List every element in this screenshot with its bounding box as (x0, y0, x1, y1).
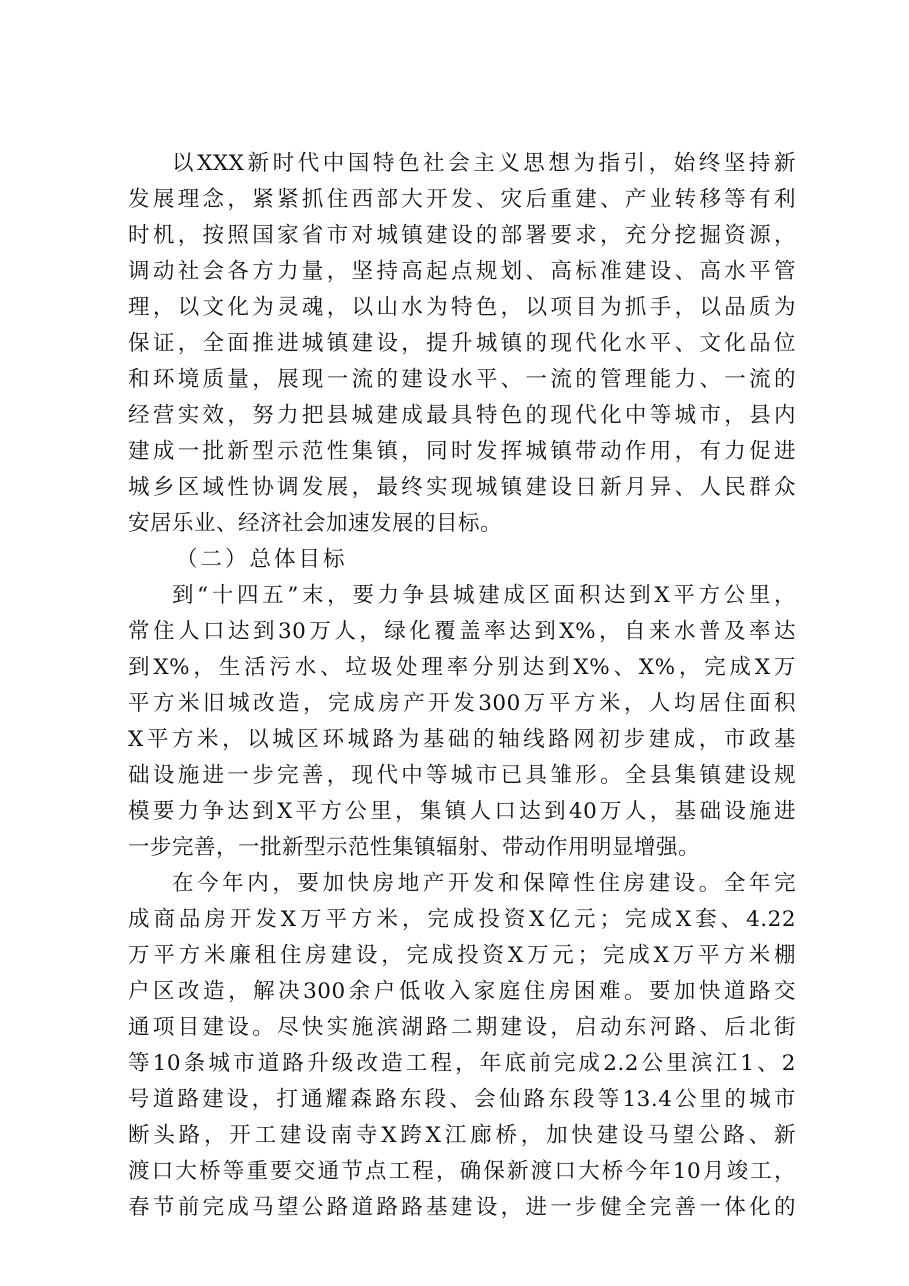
paragraph-annual-plan (128, 866, 796, 1226)
paragraph-line: 以XXX新时代中国特色社会主义思想为指引，始终坚持新 (172, 151, 796, 176)
paragraph-line: 一步完善，一批新型示范性集镇辐射、带动作用明显增强。 (128, 835, 701, 860)
paragraph-line: 保证，全面推进城镇建设，提升城镇的现代化水平、文化品位 (128, 331, 796, 356)
paragraph-line: 和环境质量，展现一流的建设水平、一流的管理能力、一流的 (128, 367, 796, 392)
paragraph-line: 通项目建设。尽快实施滨湖路二期建设，启动东河路、后北街 (128, 1015, 796, 1040)
paragraph-line: X平方米，以城区环城路为基础的轴线路网初步建成，市政基 (128, 727, 796, 752)
paragraph-line: 常住人口达到30万人，绿化覆盖率达到X%，自来水普及率达 (128, 619, 796, 644)
paragraph-line: 理，以文化为灵魂，以山水为特色，以项目为抓手，以品质为 (128, 295, 796, 320)
paragraph-line: 时机，按照国家省市对城镇建设的部署要求，充分挖掘资源， (128, 223, 796, 248)
paragraph-line: 断头路，开工建设南寺X跨X江廊桥，加快建设马望公路、新 (128, 1123, 796, 1148)
paragraph-guiding-principles (128, 146, 796, 542)
paragraph-line: 到“十四五”末，要力争县城建成区面积达到X平方公里， (172, 583, 796, 608)
paragraph-line: 建成一批新型示范性集镇，同时发挥城镇带动作用，有力促进 (128, 439, 796, 464)
paragraph-line: 础设施进一步完善，现代中等城市已具雏形。全县集镇建设规 (128, 763, 796, 788)
paragraph-line: 等10条城市道路升级改造工程，年底前完成2.2公里滨江1、2 (128, 1051, 796, 1076)
paragraph-line: 模要力争达到X平方公里，集镇人口达到40万人，基础设施进 (128, 799, 796, 824)
paragraph-line: 到X%，生活污水、垃圾处理率分别达到X%、X%，完成X万 (128, 655, 796, 680)
document-body (128, 146, 796, 1226)
paragraph-line: 发展理念，紧紧抓住西部大开发、灾后重建、产业转移等有利 (128, 187, 796, 212)
paragraph-line: 成商品房开发X万平方米，完成投资X亿元；完成X套、4.22 (128, 907, 796, 932)
paragraph-line: 经营实效，努力把县城建成最具特色的现代化中等城市，县内 (128, 403, 796, 428)
paragraph-line: 渡口大桥等重要交通节点工程，确保新渡口大桥今年10月竣工， (128, 1159, 796, 1184)
paragraph-line: 安居乐业、经济社会加速发展的目标。 (128, 511, 503, 536)
section-heading: （二）总体目标 (176, 547, 348, 572)
paragraph-line: 号道路建设，打通耀森路东段、会仙路东段等13.4公里的城市 (128, 1087, 796, 1112)
paragraph-line: 城乡区域性协调发展，最终实现城镇建设日新月异、人民群众 (128, 475, 796, 500)
paragraph-line: 春节前完成马望公路道路路基建设，进一步健全完善一体化的 (128, 1195, 796, 1220)
paragraph-line: 平方米旧城改造，完成房产开发300万平方米，人均居住面积 (128, 691, 796, 716)
paragraph-overall-goals (128, 578, 796, 866)
paragraph-line: 万平方米廉租住房建设，完成投资X万元；完成X万平方米棚 (128, 943, 796, 968)
paragraph-line: 在今年内，要加快房地产开发和保障性住房建设。全年完 (172, 871, 796, 896)
paragraph-line: 调动社会各方力量，坚持高起点规划、高标准建设、高水平管 (128, 259, 796, 284)
paragraph-line: 户区改造，解决300余户低收入家庭住房困难。要加快道路交 (128, 979, 796, 1004)
